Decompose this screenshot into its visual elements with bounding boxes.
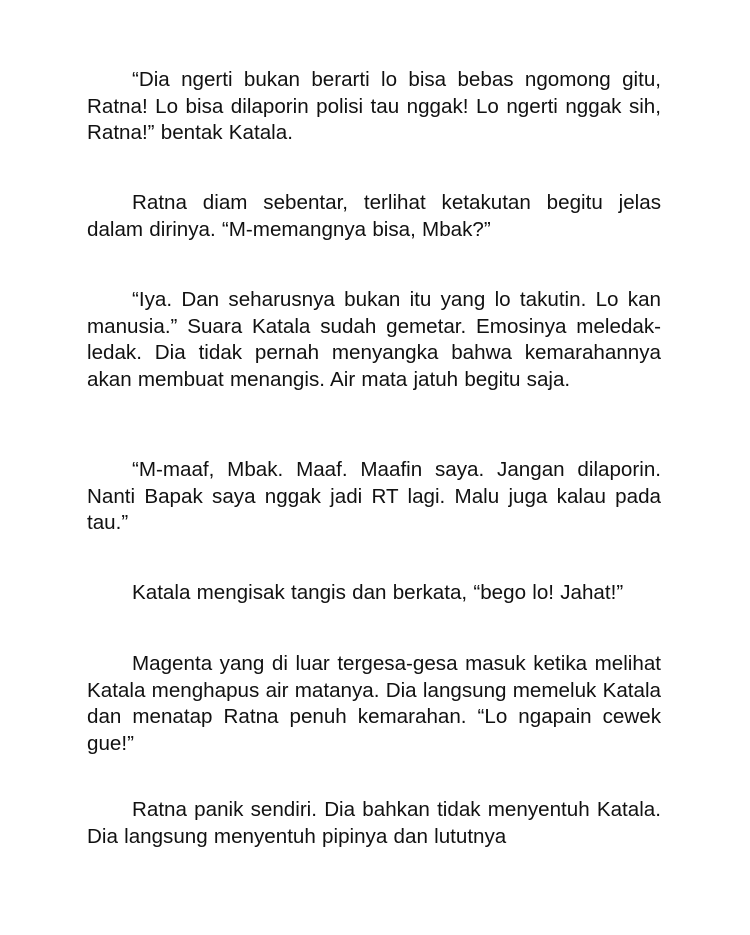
paragraph-1: “Dia ngerti bukan berarti lo bisa bebas ngomong gitu, Ratna! Lo bisa dilaporin polisi tau nggak! Lo ngerti nggak sih, Ratna!” bentak Katala. <box>87 68 661 144</box>
paragraph-7: Ratna panik sendiri. Dia bahkan tidak menyentuh Katala. Dia langsung menyentuh pipinya dan lututnya <box>87 798 661 848</box>
paragraph-5: Katala mengisak tangis dan berkata, “bego lo! Jahat!” <box>132 581 624 604</box>
paragraph-4: “M-maaf, Mbak. Maaf. Maafin saya. Jangan dilaporin. Nanti Bapak saya nggak jadi RT lagi. Malu juga kalau pada tau.” <box>87 458 661 534</box>
paragraph-2: Ratna diam sebentar, terlihat ketakutan begitu jelas dalam dirinya. “M-memangnya bisa, Mbak?” <box>87 191 661 241</box>
paragraph-3: “Iya. Dan seharusnya bukan itu yang lo takutin. Lo kan manusia.” Suara Katala sudah gemetar. Emosinya meledak-ledak. Dia tidak pernah menyangka bahwa kemarahannya akan membuat menangis. Air mata jatuh begitu saja. <box>87 288 661 391</box>
paragraph-6: Magenta yang di luar tergesa-gesa masuk ketika melihat Katala menghapus air matanya. Dia langsung memeluk Katala dan menatap Ratna penuh kemarahan. “Lo ngapain cewek gue!” <box>87 652 661 755</box>
